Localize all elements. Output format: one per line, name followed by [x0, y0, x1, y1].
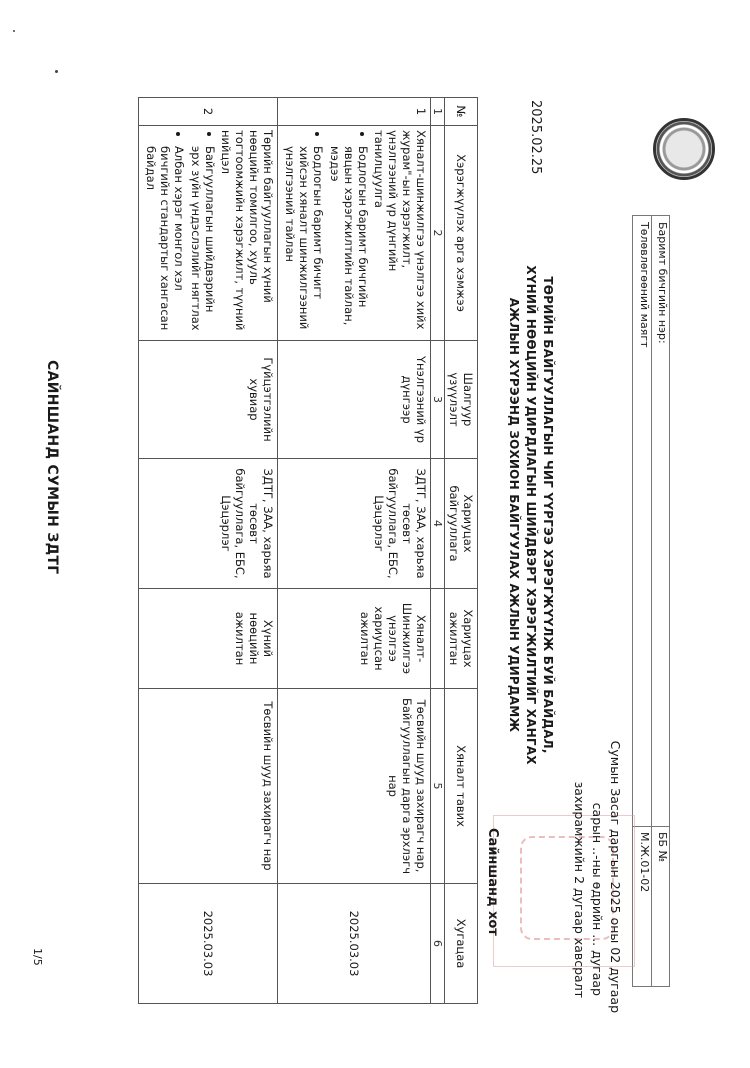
- table-row: [139, 98, 278, 1004]
- col-number: 5: [431, 689, 445, 884]
- col-number: 6: [431, 884, 445, 1004]
- approval-line-3: захирамжийн 2 дугаар хавсралт: [572, 781, 587, 998]
- page-number: 1/5: [31, 948, 44, 966]
- row-number: 1: [278, 98, 431, 126]
- action-intro: Хяналт-шинжилгээ үнэлгээ хийх журам"-ын хэрэгжилт, үнэлгээний үр дүнгийн танилцуулга: [372, 130, 428, 330]
- criteria-cell: Гүйцэтгэлийн хувиар: [139, 341, 278, 459]
- org-cell: ЗДТГ, ЗАА, харьяа төсөвт байгууллага, ЕБС, Цэцэрлэг: [278, 459, 431, 589]
- staff-cell: Хяналт-Шинжилгээ үнэлгээ хариуцсан ажилтан: [278, 589, 431, 689]
- action-bullet: • Бодлогын баримт бичигт хийсэн хяналт шинжилгээний үнэлгээний тайлан: [283, 146, 325, 336]
- table-row: [278, 98, 431, 1004]
- header-criteria: Шалгуур үзүүлэлт: [445, 341, 478, 459]
- header-action: Хэрэгжүүлэх арга хэмжээ: [445, 126, 478, 341]
- criteria-cell: Үнэлгээний үр дүнгээр: [278, 341, 431, 459]
- doc-name-label: Баримт бичгийн нэр:: [656, 222, 669, 344]
- city-name: Сайншанд хот: [485, 828, 500, 936]
- title-line-1: ТӨРИЙН БАЙГУУЛЛАГЫН ЧИГ ҮҮРГЭЭ ХЭРЭГЖҮҮЛЖ БУЙ БАЙДАЛ,: [541, 276, 555, 754]
- action-cell: [278, 126, 431, 341]
- header-number: №: [445, 98, 478, 126]
- approval-line-1: Сумын Засаг даргын 2025 оны 02 дугаар: [608, 740, 623, 1013]
- action-cell: [139, 126, 278, 341]
- doc-code-value: М.Ж.01-02: [633, 826, 651, 892]
- title-line-3: АЖЛЫН ХҮРЭЭНД ЗОХИОН БАЙГУУЛАХ АЖЛЫН УДИРДАМЖ: [507, 297, 521, 733]
- col-number: 2: [431, 126, 445, 341]
- doc-name-value: Төлөвлөгөөний маягт: [638, 222, 651, 348]
- title-line-2: ХҮНИЙ НӨӨЦИЙН УДИРДЛАГЫН ШИЙДВЭРТ ХЭРЭГЖИЛТИЙГ ХАНГАХ: [524, 265, 538, 765]
- action-intro: Төрийн байгууллагын хүний нөөцийн томилгоо, хууль тогтоомжийн хэрэгжилт, түүний нийцэл: [219, 130, 275, 331]
- action-bullet: • Байгууллагын шийдвэрийн эрх зүйн үндэслэлийг нягтлах: [189, 146, 217, 336]
- column-number-row: [431, 98, 445, 1004]
- document-info-box: [632, 215, 670, 987]
- action-bullet: • Албан хэрэг монгол хэл бичгийн стандартыг хангасан байдал: [144, 146, 186, 336]
- header-supervisor: Хяналт тавих: [445, 689, 478, 884]
- col-number: 1: [431, 98, 445, 126]
- header-deadline: Хугацаа: [445, 884, 478, 1004]
- action-bullet: • Бодлогын баримт бичгийн явцын хэрэгжилтийн тайлан, мэдээ: [328, 146, 370, 336]
- supervisor-cell: Төсвийн шууд захирагч нар: [139, 689, 278, 884]
- header-staff: Хариуцах ажилтан: [445, 589, 478, 689]
- staff-cell: Хүний нөөцийн ажилтан: [139, 589, 278, 689]
- doc-code-label: ББ №: [651, 826, 669, 862]
- header-org: Хариуцах байгууллага: [445, 459, 478, 589]
- col-number: [431, 589, 445, 689]
- supervisor-cell: Төсвийн шууд захирагч нар, Байгууллагын дарга эрхлэгч нар: [278, 689, 431, 884]
- col-number: 4: [431, 459, 445, 589]
- deadline-cell: 2025.03.03: [278, 884, 431, 1004]
- action-plan-table: [138, 97, 478, 1004]
- org-cell: ЗДТГ, ЗАА, харьяа төсөвт байгууллага, ЕБС, Цэцэрлэг: [139, 459, 278, 589]
- approval-line-2: сарын ..-ны өдрийн ... дугаар: [590, 802, 605, 996]
- footer-organization: САЙНШАНД СУМЫН ЗДТГ: [44, 360, 60, 575]
- row-number: 2: [139, 98, 278, 126]
- col-number: 3: [431, 341, 445, 459]
- scan-speck: [13, 30, 15, 32]
- table-header-row: [445, 98, 478, 1004]
- official-seal-stamp: [653, 118, 715, 180]
- document-date: 2025.02.25: [528, 100, 543, 175]
- deadline-cell: 2025.03.03: [139, 884, 278, 1004]
- scan-speck: [55, 70, 58, 73]
